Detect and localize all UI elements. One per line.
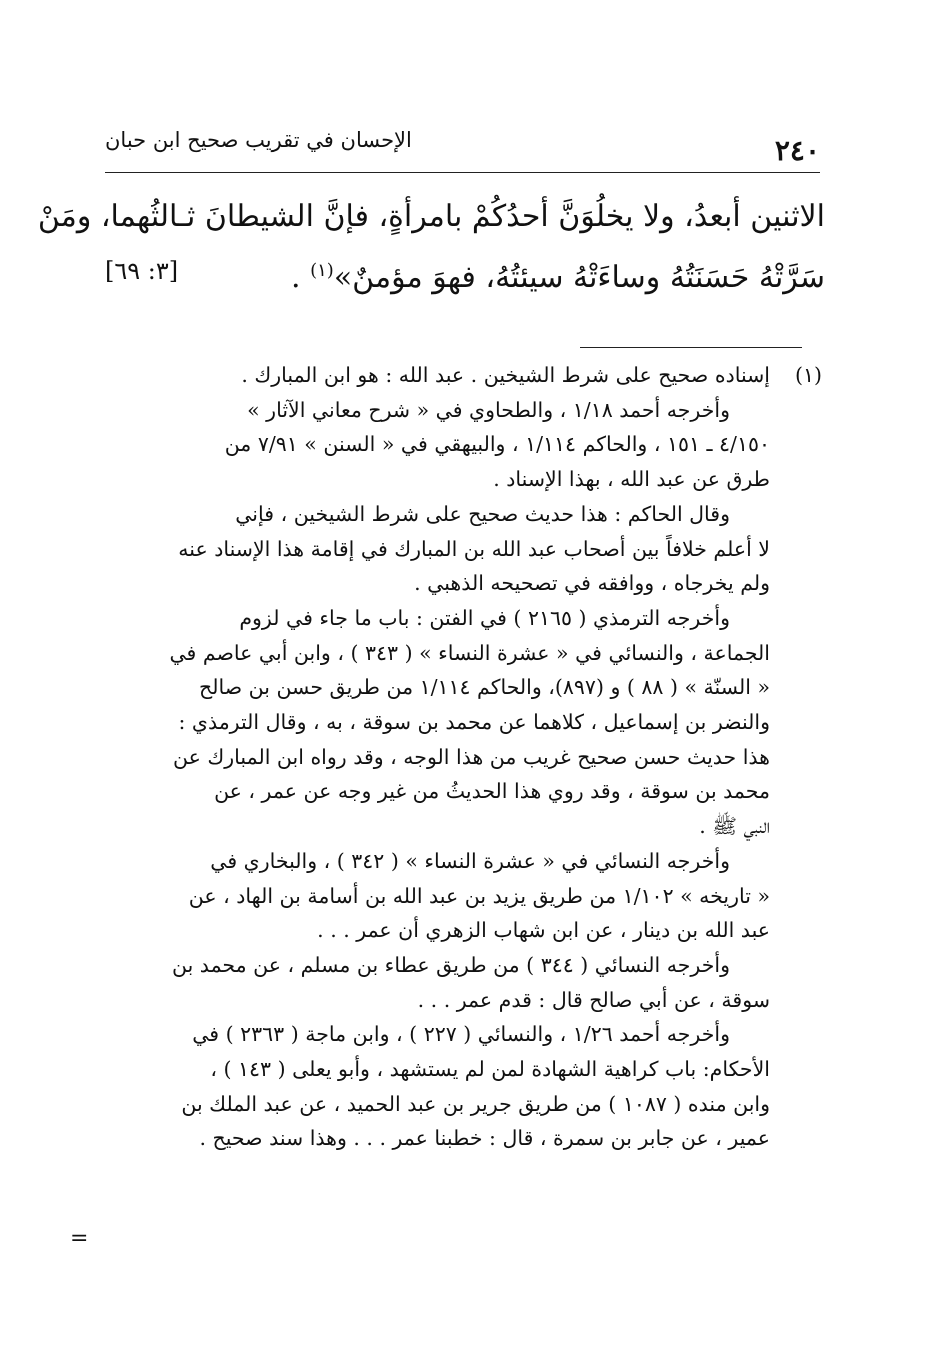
footnote-line: وابن منده ( ١٠٨٧ ) من طريق جرير بن عبد الحميد ، عن عبد الملك بن [181, 1091, 770, 1116]
footnote-line: وأخرجه الترمذي ( ٢١٦٥ ) في الفتن : باب ما جاء في لزوم [239, 605, 730, 630]
footnote-line: وأخرجه أحمد ١/١٨ ، والطحاوي في « شرح معاني الآثار » [247, 397, 730, 422]
footnote-paragraph [102, 497, 822, 601]
footnote-paragraph [102, 358, 822, 393]
header-rule [105, 172, 820, 173]
footnote-number: (١) [794, 363, 822, 387]
footnotes-section [102, 358, 822, 1156]
footnote-line: وأخرجه النسائي في « عشرة النساء » ( ٣٤٢ ) ، والبخاري في [210, 848, 730, 873]
footnote-paragraph [102, 948, 822, 1017]
footnote-line: سوقة ، عن أبي صالح قال : قدم عمر . . . [417, 987, 770, 1012]
footnote-line: الجماعة ، والنسائي في « عشرة النساء » ( ٣٤٣ ) ، وابن أبي عاصم في [169, 640, 770, 665]
footnote-line: وأخرجه أحمد ١/٢٦ ، والنسائي ( ٢٢٧ ) ، وابن ماجة ( ٢٣٦٣ ) في [192, 1022, 730, 1047]
continuation-mark: = [70, 1226, 89, 1251]
footnote-line: عبد الله بن دينار ، عن ابن شهاب الزهري أن عمر . . . [317, 918, 770, 943]
footnote-line: عمير ، عن جابر بن سمرة ، قال : خطبنا عمر . . . وهذا سند صحيح . [199, 1126, 770, 1151]
page-header [105, 128, 820, 168]
footnote-line: محمد بن سوقة ، وقد روي هذا الحديثُ من غير وجه عن عمر ، عن [214, 779, 770, 804]
footnote-marker[interactable]: (١) [310, 260, 334, 281]
hadith-text [37, 190, 825, 305]
running-title: الإحسان في تقريب صحيح ابن حبان [105, 128, 412, 152]
footnote-line: إسناده صحيح على شرط الشيخين . عبد الله : هو ابن المبارك . [241, 363, 770, 387]
page-number: ٢٤٠ [774, 134, 820, 167]
footnote-line: هذا حديث حسن صحيح غريب من هذا الوجه ، وقد رواه ابن المبارك عن [173, 744, 770, 769]
footnote-line: الأحكام: باب كراهية الشهادة لمن لم يستشهد ، وأبو يعلى ( ١٤٣ ) ، [210, 1057, 770, 1082]
footnote-paragraph [102, 844, 822, 948]
footnote-line: النبي ﷺ . [699, 814, 770, 839]
hadith-end-dot: . [291, 260, 311, 295]
source-reference: [٣: ٦٩] [105, 257, 179, 285]
footnote-line: وأخرجه النسائي ( ٣٤٤ ) من طريق عطاء بن مسلم ، عن محمد بن [171, 952, 730, 977]
footnote-line: « تاريخه » ١/١٠٢ من طريق يزيد بن عبد الله بن أسامة بن الهاد ، عن [188, 883, 770, 908]
footnote-line: لا أعلم خلافاً بين أصحاب عبد الله بن المبارك في إقامة هذا الإسناد عنه [178, 536, 770, 561]
hadith-line-2 [105, 244, 825, 305]
footnote-paragraph [102, 393, 822, 497]
footnote-line: طرق عن عبد الله ، بهذا الإسناد . [493, 467, 770, 492]
hadith-line-2-text: سَرَّتْهُ حَسَنَتُهُ وساءَتْهُ سيئتُهُ، فهوَ مؤمنٌ» [333, 260, 825, 295]
footnote-paragraph [102, 601, 822, 844]
footnote-line: والنضر بن إسماعيل ، كلاهما عن محمد بن سوقة ، به ، وقال الترمذي : [178, 710, 770, 735]
footnote-paragraph [102, 1017, 822, 1156]
footnote-separator [580, 347, 802, 348]
footnote-line: ٤/١٥٠ ـ ١٥١ ، والحاكم ١/١١٤ ، والبيهقي في « السنن » ٧/٩١ من [224, 432, 770, 457]
hadith-line-1: الاثنين أبعدُ، ولا يخلُوَنَّ أحدُكُمْ بامرأةٍ، فإنَّ الشيطانَ ثـالثُهما، ومَنْ [37, 199, 825, 234]
footnote-line: « السنّة » ( ٨٨ ) و (٨٩٧)، والحاكم ١/١١٤ من طريق حسن بن صالح [198, 675, 770, 700]
footnote-line: وقال الحاكم : هذا حديث صحيح على شرط الشيخين ، فإني [235, 501, 730, 526]
footnote-line: ولم يخرجاه ، ووافقه في تصحيحه الذهبي . [414, 571, 770, 596]
